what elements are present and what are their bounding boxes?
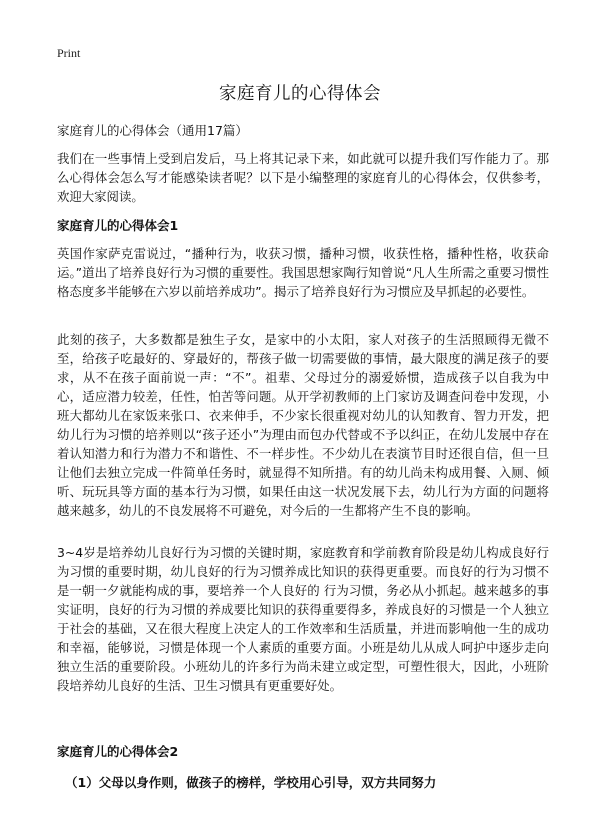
document-subtitle: 家庭育儿的心得体会（通用17篇）: [57, 123, 248, 138]
print-link[interactable]: Print: [57, 46, 81, 60]
page-title: 家庭育儿的心得体会: [219, 84, 381, 104]
section2-sub-heading: （1）父母以身作则，做孩子的榜样，学校用心引导，双方共同努力: [65, 775, 437, 790]
section-heading-1: 家庭育儿的心得体会1: [57, 218, 179, 233]
intro-paragraph: 我们在一些事情上受到启发后，马上将其记录下来，如此就可以提升我们写作能力了。那么心得体会怎么写才能感染读者呢？以下是小编整理的家庭育儿的心得体会，仅供参考，欢迎大家阅读。: [57, 151, 549, 204]
section-heading-2: 家庭育儿的心得体会2: [57, 744, 179, 759]
section1-paragraph-2: 此刻的孩子，大多数都是独生子女，是家中的小太阳，家人对孩子的生活照顾得无微不至，给孩子吃最好的、穿最好的，帮孩子做一切需要做的事情，最大限度的满足孩子的要求，从不在孩子面前说一声：“不”。祖辈、父母过分的溺爱娇惯，造成孩子以自我为中心，适应潜力较差，任性，怕苦等问题。从开学初教师的上门家访及调查问卷中发现，小班大都幼儿在家饭来张口、衣来伸手，不少家长很重视对幼儿的认知教育、智力开发，把幼儿行为习惯的培养则以“孩子还小”为理由而包办代替或不予以纠正，在幼儿发展中存在着认知潜力和行为潜力不和谐性、不一样步性。不少幼儿在表演节目时还很自信，但一旦让他们去独立完成一件简单任务时，就显得不知所措。有的幼儿尚未构成用餐、入厕、倾听、玩玩具等方面的基本行为习惯，如果任由这一状况发展下去，幼儿行为方面的问题将越来越多，幼儿的不良发展将不可避免，对今后的一生都将产生不良的影响。: [57, 332, 549, 518]
section1-paragraph-1: 英国作家萨克雷说过，“播种行为，收获习惯，播种习惯，收获性格，播种性格，收获命运。”道出了培养良好行为习惯的重要性。我国思想家陶行知曾说“凡人生所需之重要习惯性格态度多半能够在六岁以前培养成功”。揭示了培养良好行为习惯应及早抓起的必要性。: [57, 246, 549, 299]
section1-paragraph-3: 3~4岁是培养幼儿良好行为习惯的关键时期，家庭教育和学前教育阶段是幼儿构成良好行为习惯的重要时期，幼儿良好的行为习惯养成比知识的获得更重要。而良好的行为习惯不是一朝一夕就能构成的事，要培养一个人良好的 行为习惯，务必从小抓起。越来越多的事实证明，良好的行为习惯的养成要比知识的获得重要得多，养成良好的习惯是一个人独立于社会的基础，又在很大程度上决定人的工作效率和生活质量，并进而影响他一生的成功和幸福，能够说，习惯是体现一个人素质的重要方面。小班是幼儿从成人呵护中逐步走向独立生活的重要阶段。小班幼儿的许多行为尚未建立或定型，可塑性很大，因此，小班阶段培养幼儿良好的生活、卫生习惯具有更重要好处。: [57, 545, 549, 693]
